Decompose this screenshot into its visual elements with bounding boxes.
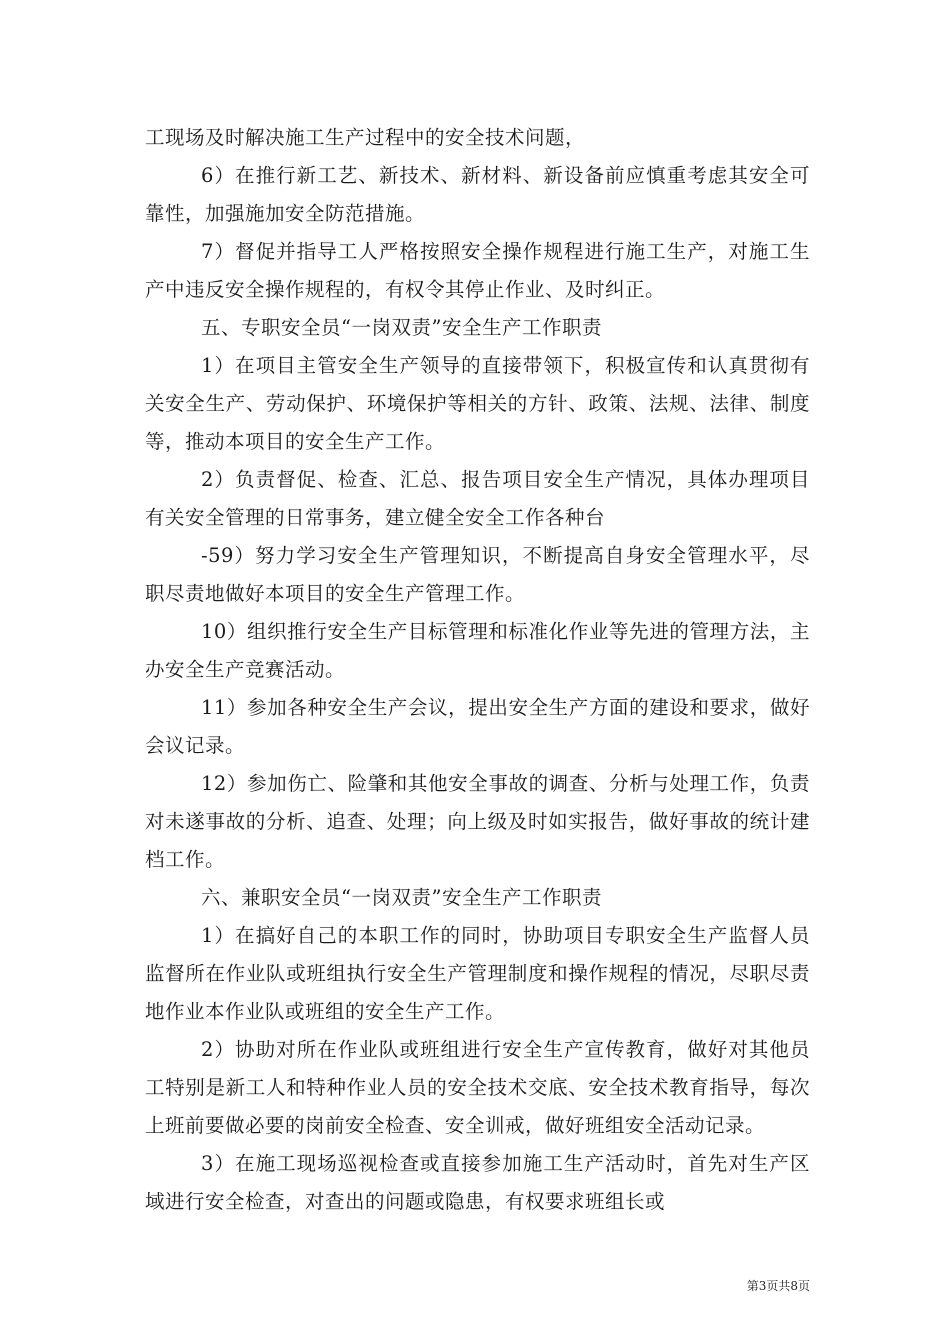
section-heading-6: 六、兼职安全员“一岗双责”安全生产工作职责	[201, 886, 602, 909]
paragraph-12: 1）在搞好自己的本职工作的同时，协助项目专职安全生产监督人员监督所在作业队或班组执行安全生产管理制度和操作规程的情况，尽职尽责地作业本作业队或班组的安全生产工作。	[145, 924, 810, 1023]
section-heading-5: 五、专职安全员“一岗双责”安全生产工作职责	[201, 316, 602, 339]
paragraph-1: 工现场及时解决施工生产过程中的安全技术问题，	[145, 126, 586, 149]
paragraph-8: 10）组织推行安全生产目标管理和标准化作业等先进的管理方法，主办安全生产竞赛活动。	[145, 620, 810, 681]
paragraph-14: 3）在施工现场巡视检查或直接参加施工生产活动时，首先对生产区域进行安全检查，对查出的问题或隐患，有权要求班组长或	[145, 1152, 810, 1213]
paragraph-9: 11）参加各种安全生产会议，提出安全生产方面的建设和要求，做好会议记录。	[145, 696, 810, 757]
paragraph-5: 1）在项目主管安全生产领导的直接带领下，积极宣传和认真贯彻有关安全生产、劳动保护、环境保护等相关的方针、政策、法规、法律、制度等，推动本项目的安全生产工作。	[145, 354, 810, 453]
paragraph-2: 6）在推行新工艺、新技术、新材料、新设备前应慎重考虑其安全可靠性，加强施加安全防范措施。	[145, 164, 810, 225]
paragraph-10: 12）参加伤亡、险肇和其他安全事故的调查、分析与处理工作，负责对未遂事故的分析、追查、处理；向上级及时如实报告，做好事故的统计建档工作。	[145, 772, 810, 871]
document-body	[145, 119, 810, 1221]
paragraph-3: 7）督促并指导工人严格按照安全操作规程进行施工生产，对施工生产中违反安全操作规程的，有权令其停止作业、及时纠正。	[145, 240, 810, 301]
paragraph-7: -59）努力学习安全生产管理知识，不断提高自身安全管理水平，尽职尽责地做好本项目的安全生产管理工作。	[145, 544, 810, 605]
paragraph-13: 2）协助对所在作业队或班组进行安全生产宣传教育，做好对其他员工特别是新工人和特种作业人员的安全技术交底、安全技术教育指导，每次上班前要做必要的岗前安全检查、安全训戒，做好班组安全活动记录。	[145, 1038, 810, 1137]
page-number-footer: 第3页共8页	[746, 1279, 810, 1293]
paragraph-6: 2）负责督促、检查、汇总、报告项目安全生产情况，具体办理项目有关安全管理的日常事务，建立健全安全工作各种台	[145, 468, 810, 529]
